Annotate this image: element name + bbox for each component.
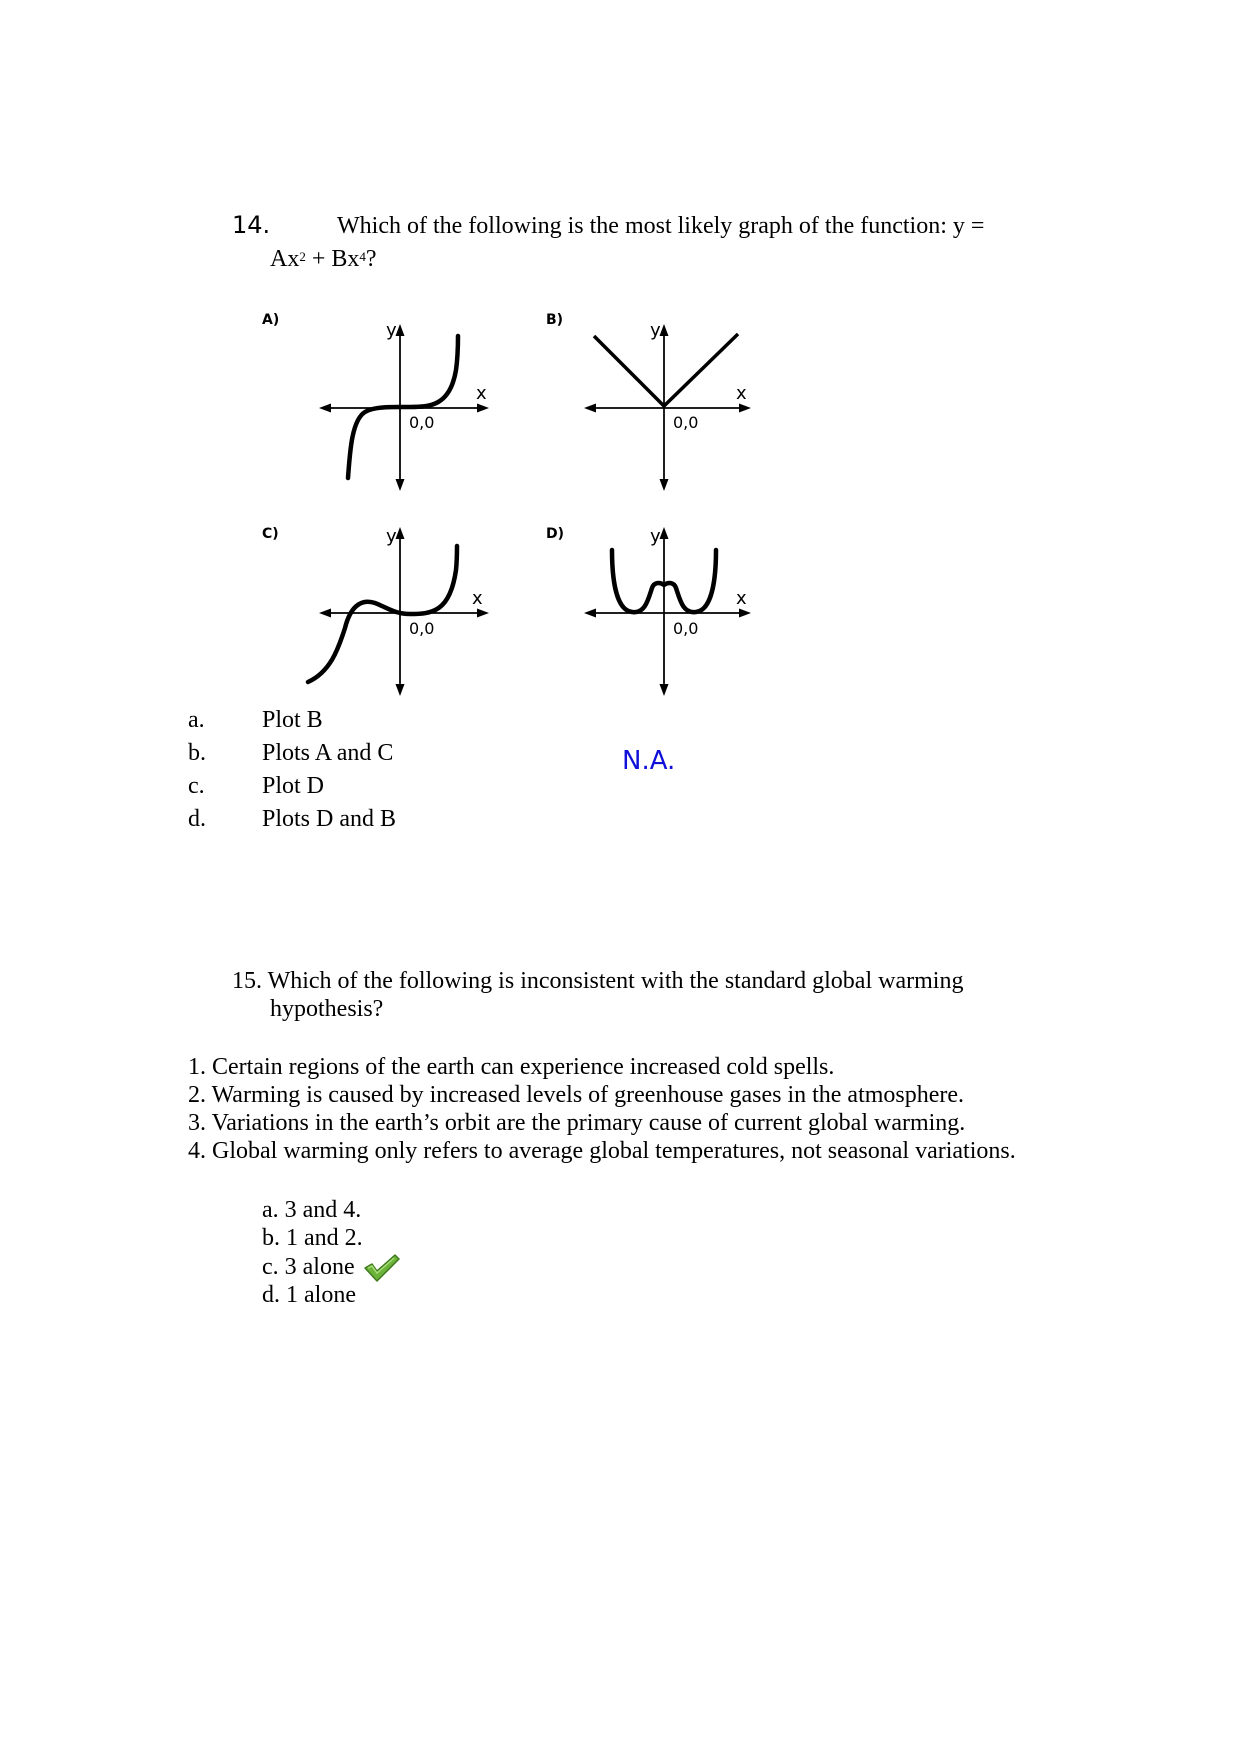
q15-statement-2: 2. Warming is caused by increased levels of greenhouse gases in the atmosphere. <box>188 1082 965 1108</box>
question-14-number: 14. <box>232 211 271 239</box>
plot-c-y-label: y <box>386 526 397 547</box>
plot-c <box>308 533 483 690</box>
question-14-text: Which of the following is the most likely graph of the function: y = <box>337 213 985 239</box>
na-annotation: N.A. <box>622 746 676 776</box>
plot-a-x-label: x <box>476 383 487 404</box>
plot-d-x-label: x <box>736 588 747 609</box>
plot-c-curve <box>308 546 457 682</box>
q15-answer-d: d. 1 alone <box>262 1282 356 1308</box>
q15-answer-b: b. 1 and 2. <box>262 1225 363 1251</box>
q14-option-c-letter: c. <box>188 773 205 799</box>
plot-b-label: B) <box>546 312 564 328</box>
q14-option-b-letter: b. <box>188 740 206 766</box>
plot-b-y-label: y <box>650 320 661 341</box>
q14-option-d-letter: d. <box>188 806 206 832</box>
plot-c-x-label: x <box>472 588 483 609</box>
plot-a-origin-label: 0,0 <box>409 413 435 432</box>
plot-d-y-label: y <box>650 526 661 547</box>
plot-a-label: A) <box>262 312 280 328</box>
question-15-text: 15. Which of the following is inconsistent with the standard global warming <box>232 968 964 994</box>
plot-d-label: D) <box>546 526 565 542</box>
q14-option-a-letter: a. <box>188 707 205 733</box>
q15-statement-3: 3. Variations in the earth’s orbit are the primary cause of current global warming. <box>188 1110 966 1136</box>
plot-b-origin-label: 0,0 <box>673 413 699 432</box>
q14-option-a-text: Plot B <box>262 707 323 733</box>
plot-c-origin-label: 0,0 <box>409 619 435 638</box>
plot-d-origin-label: 0,0 <box>673 619 699 638</box>
q15-statement-4: 4. Global warming only refers to average global temperatures, not seasonal variations. <box>188 1138 1016 1164</box>
q15-answer-c: c. 3 alone <box>262 1254 355 1280</box>
q14-option-d-text: Plots D and B <box>262 806 397 832</box>
green-checkmark-icon <box>362 1252 402 1284</box>
question-14-formula: $Ax^2 + Bx^4$? <box>270 246 377 272</box>
q14-option-b-text: Plots A and C <box>262 740 394 766</box>
q15-answer-a: a. 3 and 4. <box>262 1197 362 1223</box>
plot-c-label: C) <box>262 526 279 542</box>
plot-d <box>590 533 745 690</box>
q14-option-c-text: Plot D <box>262 773 325 799</box>
plot-a-y-label: y <box>386 320 397 341</box>
plots-figure-bottom <box>0 0 1240 760</box>
plot-b-x-label: x <box>736 383 747 404</box>
q15-statement-1: 1. Certain regions of the earth can experience increased cold spells. <box>188 1054 835 1080</box>
question-15-text-cont: hypothesis? <box>270 996 384 1022</box>
